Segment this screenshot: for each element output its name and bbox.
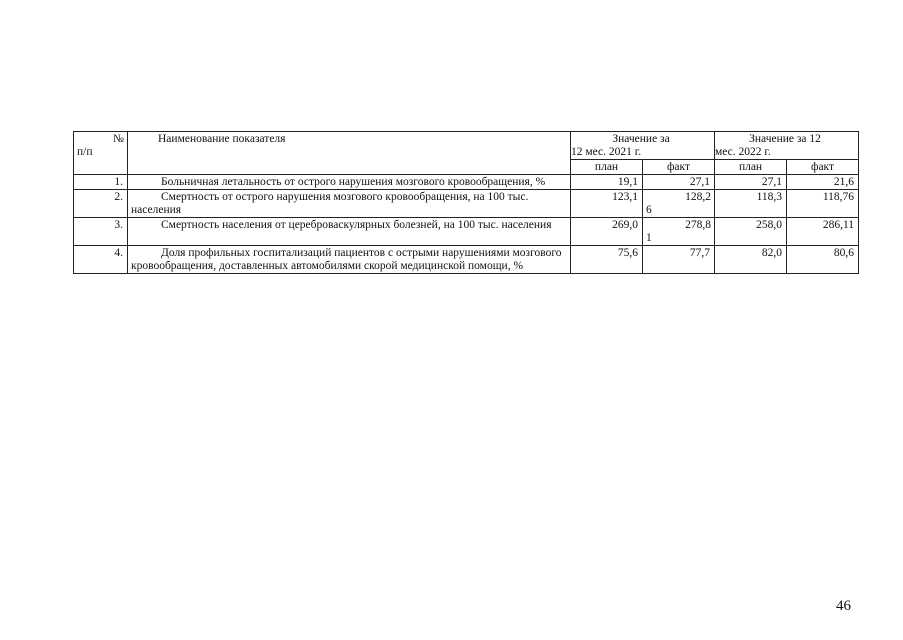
row-plan-2022: 258,0 bbox=[715, 218, 787, 246]
header-number-cell bbox=[74, 132, 128, 175]
row-plan-2022: 27,1 bbox=[715, 175, 787, 190]
row-fact-2022: 118,76 bbox=[787, 190, 859, 218]
row-indicator-name: Смертность населения от цереброваскулярных болезней, на 100 тыс. населения bbox=[128, 218, 571, 246]
table-row bbox=[74, 190, 859, 218]
table-row bbox=[74, 218, 859, 246]
indicators-table bbox=[73, 131, 859, 274]
header-value-2021-line2: 12 мес. 2021 г. bbox=[571, 146, 642, 158]
header-number-symbol: № bbox=[113, 133, 124, 145]
row-indicator-name: Смертность от острого нарушения мозгового кровообращения, на 100 тыс. населения bbox=[128, 190, 571, 218]
row-indicator-name: Доля профильных госпитализаций пациентов с острыми нарушениями мозгового кровообращения, доставленных автомобилями скорой медицинской помощи, % bbox=[128, 246, 571, 274]
row-fact-2022: 21,6 bbox=[787, 175, 859, 190]
row-fact-2021-wrapped-digit: 1 bbox=[646, 232, 652, 244]
header-number-label: п/п bbox=[77, 146, 93, 158]
row-number: 4. bbox=[74, 246, 128, 274]
header-value-2022-line2: мес. 2022 г. bbox=[715, 146, 771, 158]
table-row bbox=[74, 175, 859, 190]
row-fact-2021: 27,1 bbox=[643, 175, 715, 190]
header-fact-2022: факт bbox=[787, 160, 859, 175]
row-plan-2022: 82,0 bbox=[715, 246, 787, 274]
header-plan-2022: план bbox=[715, 160, 787, 175]
row-fact-2021: 278,8 bbox=[685, 219, 712, 231]
row-fact-2021: 77,7 bbox=[643, 246, 715, 274]
header-value-2021-cell bbox=[571, 132, 715, 160]
row-number: 2. bbox=[74, 190, 128, 218]
row-plan-2021: 123,1 bbox=[571, 190, 643, 218]
row-plan-2021: 75,6 bbox=[571, 246, 643, 274]
header-value-2021-line1: Значение за bbox=[612, 133, 670, 145]
header-plan-2021: план bbox=[571, 160, 643, 175]
row-indicator-name: Больничная летальность от острого нарушения мозгового кровообращения, % bbox=[128, 175, 571, 190]
row-fact-2021: 128,2 bbox=[685, 191, 712, 203]
row-fact-2021-cell bbox=[643, 218, 715, 246]
header-name-label: Наименование показателя bbox=[158, 133, 286, 145]
header-name-cell bbox=[128, 132, 571, 175]
row-plan-2021: 269,0 bbox=[571, 218, 643, 246]
header-row-1 bbox=[74, 132, 859, 160]
row-fact-2022: 286,11 bbox=[787, 218, 859, 246]
row-fact-2021-cell bbox=[643, 190, 715, 218]
row-number: 1. bbox=[74, 175, 128, 190]
header-fact-2021: факт bbox=[643, 160, 715, 175]
row-plan-2021: 19,1 bbox=[571, 175, 643, 190]
table-row bbox=[74, 246, 859, 274]
header-value-2022-cell bbox=[715, 132, 859, 160]
row-fact-2021-wrapped-digit: 6 bbox=[646, 204, 652, 216]
row-fact-2022: 80,6 bbox=[787, 246, 859, 274]
page-number: 46 bbox=[836, 598, 851, 614]
row-number: 3. bbox=[74, 218, 128, 246]
header-value-2022-line1: Значение за 12 bbox=[749, 133, 821, 145]
row-plan-2022: 118,3 bbox=[715, 190, 787, 218]
